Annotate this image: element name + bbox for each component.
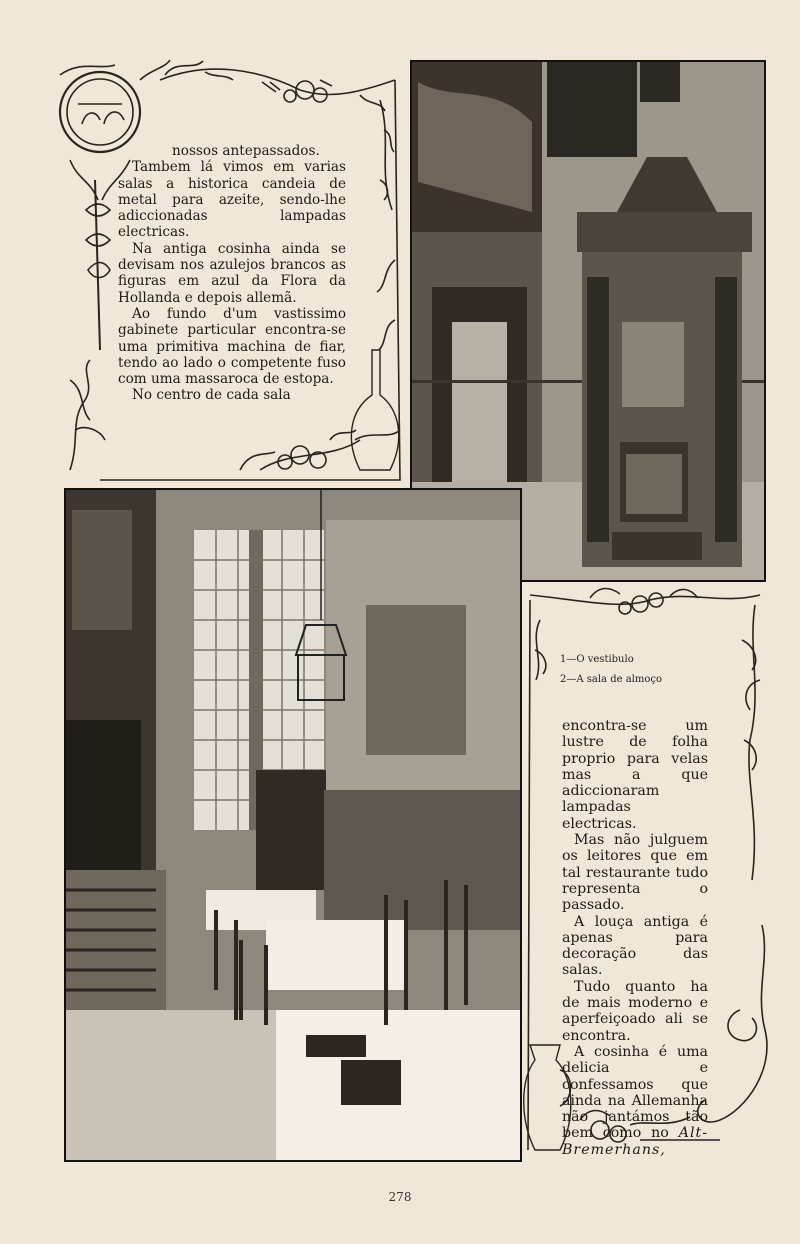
paragraph: Ao fundo d'um vastissimo gabinete particular encontra-se uma primitiva machina de fiar, tendo ao lado o competente fuso com uma massaroca de estopa. [118, 305, 346, 388]
caption-1: 1—O vestibulo [560, 654, 634, 665]
caption-2: 2—A sala de almoço [560, 674, 662, 685]
restaurant-name: Alt-Bremerhans, [562, 1125, 708, 1158]
photo-captions [560, 650, 710, 690]
article-text-bottom [562, 718, 708, 1158]
paragraph: encontra-se um lustre de folha proprio para velas mas a que adiccionaram lampadas electricas. [562, 718, 708, 832]
article-text-top [118, 143, 346, 404]
paragraph: Tudo quanto ha de mais moderno e aperfeiçoado ali se encontra. [562, 978, 708, 1044]
paragraph: Mas não julguem os leitores que em tal restaurante tudo representa o passado. [562, 832, 708, 914]
paragraph-text: A cosinha é uma delicia e confessamos que ainda na Allemanha não jantámos tão bem como no [562, 1043, 708, 1142]
paragraph: Na antiga cosinha ainda se devisam nos azulejos brancos as figuras em azul da Flora da Hollanda e depois allemã. [118, 240, 346, 306]
paragraph: No centro de cada sala [132, 387, 291, 404]
paragraph: A louça antiga é apenas para decoração das salas. [562, 913, 708, 979]
paragraph [562, 1044, 708, 1158]
paragraph: nossos antepassados. [172, 143, 320, 159]
paragraph: Tambem lá vimos em varias salas a historica candeia de metal para azeite, sendo-lhe adiccionadas lampadas electricas. [118, 159, 346, 241]
photo-dining-room [66, 490, 520, 1160]
page-number: 278 [388, 1190, 412, 1204]
